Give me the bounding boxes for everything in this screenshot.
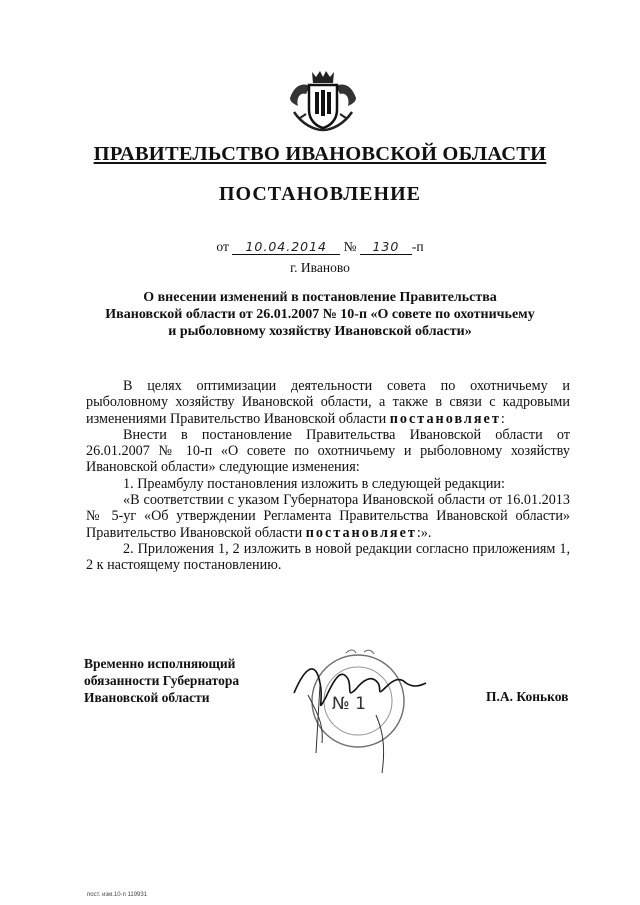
city-line: г. Иваново: [290, 260, 350, 275]
footer-code: пост. изм.10-п 119931: [87, 892, 148, 898]
body-paragraph: В целях оптимизации деятельности совета по охотничьему и рыболовному хозяйству Ивановской области, а также в связи с кадровыми изменениями Правительство Ивановской области постановляет:: [86, 378, 570, 427]
document-date: 10.04.2014: [232, 239, 340, 255]
subject-line: и рыболовному хозяйству Ивановской области»: [168, 324, 472, 339]
position-line: Ивановской области: [84, 690, 210, 705]
subject-line: О внесении изменений в постановление Правительства: [143, 290, 497, 305]
body-paragraph: «В соответствии с указом Губернатора Ивановской области от 16.01.2013 № 5-уг «Об утверждении Регламента Правительства Ивановской области» Правительство Ивановской области постановляет:».: [86, 492, 570, 541]
body-paragraph: 1. Преамбулу постановления изложить в следующей редакции:: [123, 475, 505, 492]
government-title: ПРАВИТЕЛЬСТВО ИВАНОВСКОЙ ОБЛАСТИ: [93, 143, 547, 165]
subject-line: Ивановской области от 26.01.2007 № 10-п «О совете по охотничьему: [105, 307, 535, 322]
registration-line: [0, 239, 640, 255]
date-prefix: от: [216, 239, 229, 254]
position-line: Временно исполняющий: [84, 656, 236, 671]
number-prefix: №: [343, 239, 357, 254]
stamp-number: № 1: [332, 694, 366, 714]
number-suffix: -п: [411, 239, 424, 254]
position-line: обязанности Губернатора: [84, 673, 240, 688]
decree-word: постановляет: [305, 524, 417, 541]
body-paragraph: 2. Приложения 1, 2 изложить в новой редакции согласно приложениям 1, 2 к настоящему постановлению.: [86, 540, 570, 574]
document-type: ПОСТАНОВЛЕНИЕ: [219, 183, 421, 205]
document-body: [86, 378, 570, 574]
signer-name: П.А. Коньков: [486, 689, 569, 704]
official-stamp: [286, 625, 432, 785]
coat-of-arms-emblem: [286, 68, 360, 132]
decree-word: постановляет: [389, 410, 501, 427]
document-subject: [80, 289, 560, 340]
signatory-position: [84, 655, 239, 706]
document-number: 130: [360, 239, 412, 255]
body-paragraph: Внести в постановление Правительства Ивановской области от 26.01.2007 № 10-п «О совете по охотничьему и рыболовному хозяйству Ивановской области» следующие изменения:: [86, 426, 570, 476]
